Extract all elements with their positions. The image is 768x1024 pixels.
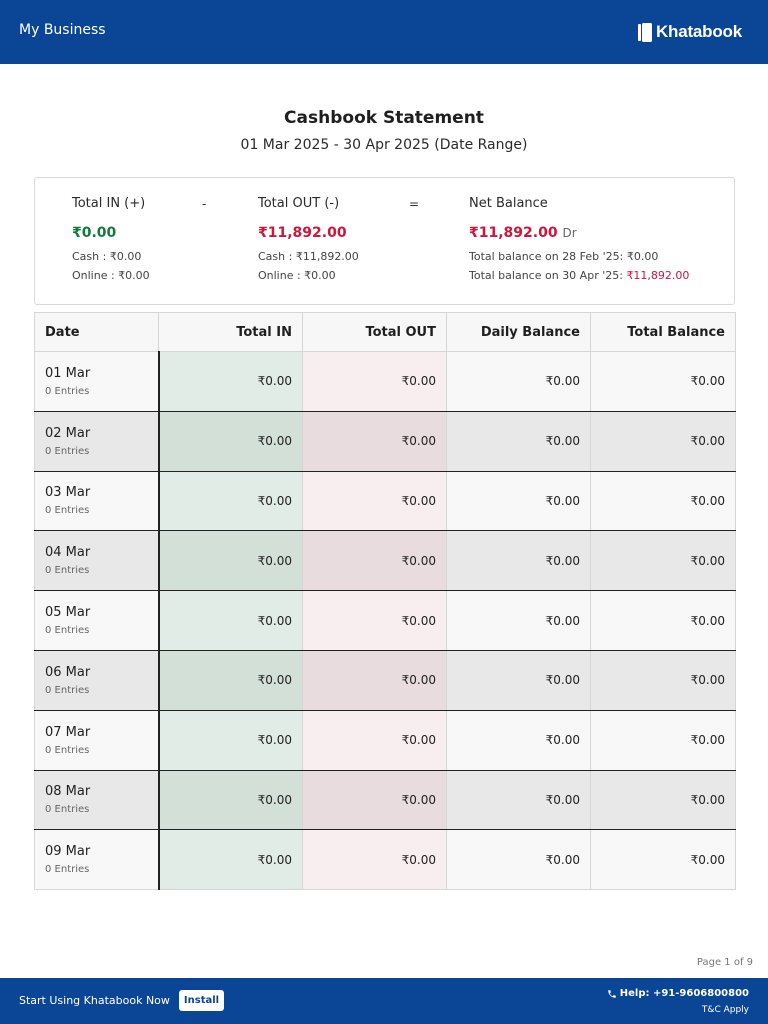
net-balance-summary — [469, 196, 689, 285]
cell-total-balance: ₹0.00 — [591, 591, 736, 651]
summary-card — [34, 177, 735, 305]
row-date: 05 Mar — [45, 605, 91, 621]
cell-total-balance: ₹0.00 — [591, 531, 736, 591]
table-row — [35, 471, 736, 531]
cell-date — [35, 411, 159, 471]
cell-total-balance: ₹0.00 — [591, 650, 736, 710]
total-out-amount: ₹11,892.00 — [258, 225, 347, 241]
table-row — [35, 830, 736, 890]
cell-date — [35, 770, 159, 830]
row-date: 09 Mar — [45, 844, 91, 860]
brand-name: Khatabook — [655, 22, 742, 41]
install-button[interactable]: Install — [179, 990, 224, 1011]
row-entries-count: 0 Entries — [45, 804, 90, 816]
row-date: 06 Mar — [45, 664, 91, 680]
cell-date — [35, 710, 159, 770]
table-row — [35, 531, 736, 591]
table-row — [35, 710, 736, 770]
column-header-total-balance: Total Balance — [591, 313, 736, 352]
cell-daily-balance: ₹0.00 — [447, 770, 591, 830]
minus-operator: - — [202, 197, 207, 211]
top-bar — [0, 0, 768, 64]
total-in-summary — [72, 196, 150, 285]
table-row — [35, 591, 736, 651]
opening-balance-line — [469, 247, 689, 266]
row-entries-count: 0 Entries — [45, 385, 90, 397]
column-header-daily-balance: Daily Balance — [447, 313, 591, 352]
cell-date — [35, 531, 159, 591]
cell-daily-balance: ₹0.00 — [447, 411, 591, 471]
cell-date — [35, 650, 159, 710]
total-out-label: Total OUT (-) — [258, 196, 340, 211]
total-out-summary — [258, 196, 359, 285]
total-in-online: Online : ₹0.00 — [72, 269, 150, 282]
row-date: 02 Mar — [45, 425, 91, 441]
table-header-row — [35, 313, 736, 352]
help-phone-text: Help: +91-9606800800 — [619, 988, 749, 999]
cell-total-in: ₹0.00 — [159, 352, 303, 412]
column-header-date: Date — [35, 313, 159, 352]
cell-total-out: ₹0.00 — [303, 352, 447, 412]
cell-total-out: ₹0.00 — [303, 830, 447, 890]
cell-total-in: ₹0.00 — [159, 471, 303, 531]
total-in-cash: Cash : ₹0.00 — [72, 250, 142, 263]
row-entries-count: 0 Entries — [45, 684, 90, 696]
cell-daily-balance: ₹0.00 — [447, 591, 591, 651]
cell-total-balance: ₹0.00 — [591, 471, 736, 531]
cell-total-in: ₹0.00 — [159, 710, 303, 770]
cell-date — [35, 471, 159, 531]
cell-total-balance: ₹0.00 — [591, 830, 736, 890]
table-body — [35, 352, 736, 890]
table-row — [35, 411, 736, 471]
total-out-cash: Cash : ₹11,892.00 — [258, 250, 359, 263]
cell-daily-balance: ₹0.00 — [447, 710, 591, 770]
date-range: 01 Mar 2025 - 30 Apr 2025 (Date Range) — [240, 137, 528, 153]
cell-daily-balance: ₹0.00 — [447, 352, 591, 412]
equals-operator: = — [409, 197, 420, 211]
cell-total-in: ₹0.00 — [159, 411, 303, 471]
business-name: My Business — [19, 22, 106, 38]
row-entries-count: 0 Entries — [45, 744, 90, 756]
net-balance-label: Net Balance — [469, 196, 548, 211]
cell-daily-balance: ₹0.00 — [447, 471, 591, 531]
closing-balance-value: ₹11,892.00 — [626, 269, 690, 282]
total-in-amount: ₹0.00 — [72, 225, 117, 241]
cell-total-out: ₹0.00 — [303, 591, 447, 651]
cell-date — [35, 591, 159, 651]
net-balance-dr-suffix: Dr — [562, 226, 577, 240]
page-indicator: Page 1 of 9 — [696, 957, 753, 968]
cell-date — [35, 830, 159, 890]
footer-cta-text: Start Using Khatabook Now — [19, 994, 170, 1007]
closing-balance-label: Total balance on 30 Apr '25: — [469, 269, 623, 282]
opening-balance-label: Total balance on 28 Feb '25: — [469, 250, 624, 263]
page-title: Cashbook Statement — [284, 108, 484, 128]
tnc-link[interactable]: T&C Apply — [701, 1005, 749, 1015]
cell-total-in: ₹0.00 — [159, 830, 303, 890]
cell-daily-balance: ₹0.00 — [447, 531, 591, 591]
closing-balance-line — [469, 266, 689, 285]
khatabook-book-icon — [638, 23, 652, 42]
cell-total-balance: ₹0.00 — [591, 770, 736, 830]
cell-total-in: ₹0.00 — [159, 591, 303, 651]
row-date: 07 Mar — [45, 724, 91, 740]
cell-total-out: ₹0.00 — [303, 471, 447, 531]
row-date: 01 Mar — [45, 365, 91, 381]
cell-total-balance: ₹0.00 — [591, 352, 736, 412]
row-entries-count: 0 Entries — [45, 864, 90, 876]
cell-total-in: ₹0.00 — [159, 770, 303, 830]
row-date: 08 Mar — [45, 784, 91, 800]
column-header-total-in: Total IN — [159, 313, 303, 352]
total-out-online: Online : ₹0.00 — [258, 269, 336, 282]
table-row — [35, 650, 736, 710]
opening-balance-value: ₹0.00 — [626, 250, 659, 263]
phone-icon — [607, 989, 617, 999]
cell-daily-balance: ₹0.00 — [447, 830, 591, 890]
cell-total-balance: ₹0.00 — [591, 411, 736, 471]
help-contact[interactable] — [607, 988, 749, 999]
cell-total-out: ₹0.00 — [303, 531, 447, 591]
row-date: 03 Mar — [45, 485, 91, 501]
cell-total-in: ₹0.00 — [159, 650, 303, 710]
net-balance-amount: ₹11,892.00 — [469, 225, 558, 241]
cashbook-table — [34, 312, 736, 890]
row-entries-count: 0 Entries — [45, 505, 90, 517]
table-row — [35, 352, 736, 412]
total-in-label: Total IN (+) — [72, 196, 146, 211]
cell-daily-balance: ₹0.00 — [447, 650, 591, 710]
cell-date — [35, 352, 159, 412]
row-date: 04 Mar — [45, 545, 91, 561]
net-balance-amount-line — [469, 225, 689, 241]
cell-total-out: ₹0.00 — [303, 411, 447, 471]
cell-total-in: ₹0.00 — [159, 531, 303, 591]
cell-total-balance: ₹0.00 — [591, 710, 736, 770]
row-entries-count: 0 Entries — [45, 445, 90, 457]
footer-bar — [0, 978, 768, 1024]
brand-logo — [638, 22, 742, 42]
column-header-total-out: Total OUT — [303, 313, 447, 352]
table-row — [35, 770, 736, 830]
cell-total-out: ₹0.00 — [303, 650, 447, 710]
cell-total-out: ₹0.00 — [303, 770, 447, 830]
row-entries-count: 0 Entries — [45, 625, 90, 637]
cell-total-out: ₹0.00 — [303, 710, 447, 770]
row-entries-count: 0 Entries — [45, 565, 90, 577]
